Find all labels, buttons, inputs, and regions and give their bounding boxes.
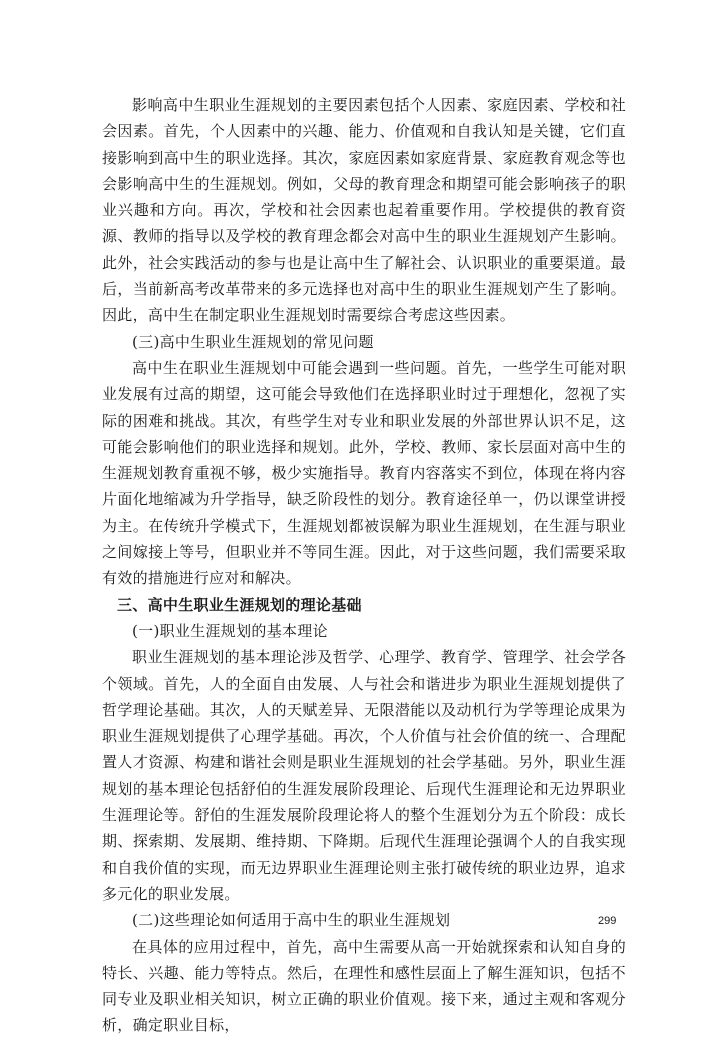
paragraph-basic-theory: 职业生涯规划的基本理论涉及哲学、心理学、教育学、管理学、社会学各个领域。首先，人的全面自由发展、人与社会和谐进步为职业生涯规划提供了哲学理论基础。其次，人的天赋差异、无限潜能以及动机行为学等理论成果为职业生涯规划提供了心理学基础。再次，个人价值与社会价值的统一、合理配置人才资源、构建和谐社会则是职业生涯规划的社会学基础。另外，职业生涯规划的基本理论包括舒伯的生涯发展阶段理论、后现代生涯理论和无边界职业生涯理论等。舒伯的生涯发展阶段理论将人的整个生涯划分为五个阶段：成长期、探索期、发展期、维持期、下降期。后现代生涯理论强调个人的自我实现和自我价值的实现，而无边界职业生涯理论则主张打破传统的职业边界，追求多元化的职业发展。 <box>102 648 626 903</box>
subheading-theory-application: (二)这些理论如何适用于高中生的职业生涯规划 <box>132 911 451 930</box>
paragraph-common-problems: 高中生在职业生涯规划中可能会遇到一些问题。首先，一些学生可能对职业发展有过高的期望，这可能会导致他们在选择职业时过于理想化，忽视了实际的困难和挑战。其次，有些学生对专业和职业发展的外部世界认识不足，这可能会影响他们的职业选择和规划。此外，学校、教师、家长层面对高中生的生涯规划教育重视不够，极少实施指导。教育内容落实不到位，体现在将内容片面化地缩减为升学指导，缺乏阶段性的划分。教育途径单一，仍以课堂讲授为主。在传统升学模式下，生涯规划都被误解为职业生涯规划，在生涯与职业之间嫁接上等号，但职业并不等同生涯。因此，对于这些问题，我们需要采取有效的措施进行应对和解决。 <box>102 358 626 588</box>
section-heading-theory: 三、高中生职业生涯规划的理论基础 <box>117 595 362 614</box>
document-body <box>102 92 626 1039</box>
subheading-common-problems: (三)高中生职业生涯规划的常见问题 <box>132 332 374 351</box>
subheading-basic-theory: (一)职业生涯规划的基本理论 <box>132 621 328 640</box>
page-number: 299 <box>598 915 617 927</box>
paragraph-theory-application: 在具体的应用过程中，首先，高中生需要从高一开始就探索和认知自身的特长、兴趣、能力等特点。然后，在理性和感性层面上了解生涯知识，包括不同专业及职业相关知识，树立正确的职业价值观。接下来，通过主观和客观分析，确定职业目标， <box>102 937 626 1035</box>
paragraph-influencing-factors: 影响高中生职业生涯规划的主要因素包括个人因素、家庭因素、学校和社会因素。首先，个人因素中的兴趣、能力、价值观和自我认知是关键，它们直接影响到高中生的职业选择。其次，家庭因素如家庭背景、家庭教育观念等也会影响高中生的生涯规划。例如，父母的教育理念和期望可能会影响孩子的职业兴趣和方向。再次，学校和社会因素也起着重要作用。学校提供的教育资源、教师的指导以及学校的教育理念都会对高中生的职业生涯规划产生影响。此外，社会实践活动的参与也是让高中生了解社会、认识职业的重要渠道。最后，当前新高考改革带来的多元选择也对高中生的职业生涯规划产生了影响。因此，高中生在制定职业生涯规划时需要综合考虑这些因素。 <box>102 96 626 325</box>
